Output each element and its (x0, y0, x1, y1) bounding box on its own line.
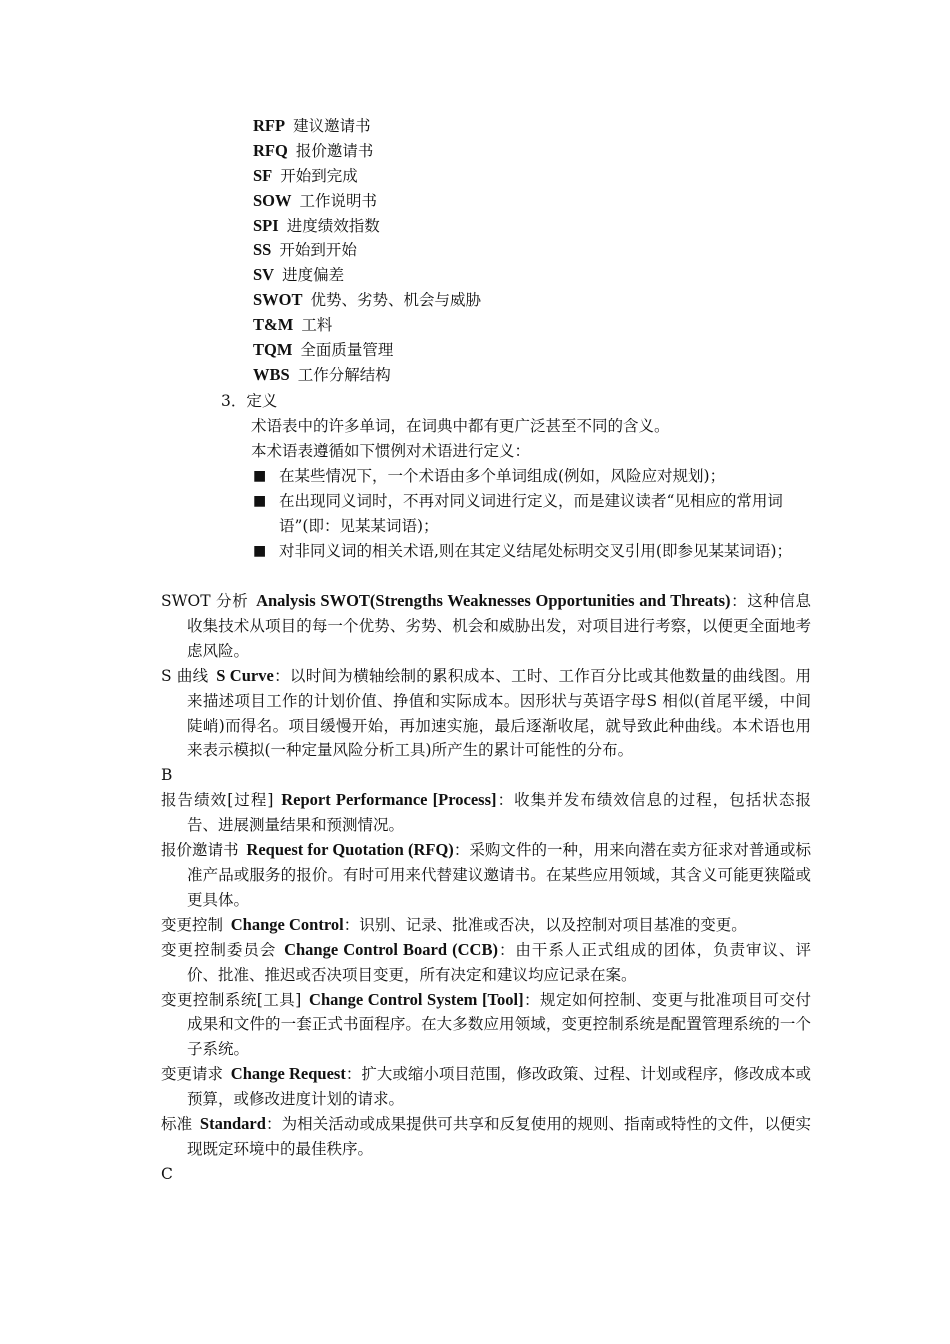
abbreviation-code: SOW (253, 190, 292, 210)
glossary-entry (161, 664, 811, 764)
glossary-entry (161, 938, 811, 988)
term-chinese: 变更控制系统[工具] (161, 990, 302, 1009)
abbreviation-code: SV (253, 265, 275, 285)
term-definition: ：以时间为横轴绘制的累积成本、工时、工作百分比或其他数量的曲线图。用来描述项目工作的计划价值、挣值和实际成本。因形状与英语字母S 相似(首尾平缓，中间陡峭)而得名。项目缓慢开始，再加速实施，最后逐渐收尾，就导致此种曲线。本术语也用来表示模拟(一种定量风险分析工具)所产生的累计可能性的分布。 (187, 666, 811, 760)
glossary-entry (161, 1112, 811, 1162)
list-item-text: 在某些情况下，一个术语由多个单词组成(例如，风险应对规划)； (279, 467, 726, 485)
term-chinese: SWOT 分析 (161, 592, 249, 610)
term-definition: ：收集并发布绩效信息的过程，包括状态报告、进展测量结果和预测情况。 (187, 791, 811, 835)
square-bullet-icon: ■ (253, 492, 267, 509)
definitions-paragraph-2: 本术语表遵循如下惯例对术语进行定义： (251, 442, 531, 460)
glossary-entries (161, 589, 811, 1187)
list-item-text: 在出现同义词时，不再对同义词进行定义，而是建议读者“见相应的常用词语”(即：见某某词语)； (279, 491, 783, 535)
abbreviation-definition: 全面质量管理 (300, 341, 394, 360)
term-english: Analysis SWOT(Strengths Weaknesses Opportunities and Threats) (256, 591, 731, 610)
term-chinese: 报告绩效[过程] (161, 791, 274, 810)
abbreviation-code: WBS (253, 364, 290, 384)
abbreviation-code: SWOT (253, 290, 303, 310)
abbreviation-code: TQM (253, 340, 293, 360)
abbreviation-row (253, 164, 773, 189)
abbreviation-definition: 开始到开始 (279, 241, 357, 260)
abbreviation-definition: 工作分解结构 (297, 365, 391, 384)
abbreviation-definition: 工料 (301, 316, 333, 335)
definitions-heading: 3．定义 (221, 392, 278, 410)
section-letter-heading: B (161, 766, 173, 785)
abbreviation-definition: 建议邀请书 (293, 117, 371, 135)
abbreviation-code: SS (253, 240, 272, 260)
abbreviation-code: T&M (253, 315, 294, 335)
term-english: Change Control Board (CCB) (284, 939, 498, 959)
term-definition: ：由干系人正式组成的团体，负责审议、评价、批准、推迟或否决项目变更，所有决定和建议均应记录在案。 (187, 940, 811, 984)
abbreviation-row (253, 288, 773, 313)
list-item-text: 对非同义词的相关术语,则在其定义结尾处标明交叉引用(即参见某某词语)； (279, 541, 793, 560)
abbreviation-definition: 优势、劣势、机会与威胁 (310, 291, 482, 310)
square-bullet-icon: ■ (253, 468, 267, 484)
list-item (253, 539, 813, 564)
glossary-entry (161, 589, 811, 664)
section-letter-heading: C (161, 1164, 173, 1183)
abbreviation-row (253, 338, 773, 363)
term-chinese: 报价邀请书 (161, 841, 239, 860)
term-english: Standard (199, 1114, 266, 1134)
term-definition: ：采购文件的一种，用来向潜在卖方征求对普通或标准产品或服务的报价。有时可用来代替建议邀请书。在某些应用领域，其含义可能更狭隘或更具体。 (187, 841, 811, 909)
list-item (253, 464, 813, 489)
list-item (253, 489, 813, 539)
abbreviation-row (253, 263, 773, 288)
abbreviation-definition: 进度绩效指数 (286, 216, 380, 235)
definition-conventions-list (253, 464, 813, 564)
abbreviation-code: RFP (253, 116, 286, 135)
term-english: Change Control System [Tool] (309, 989, 524, 1009)
abbreviation-definition: 工作说明书 (299, 191, 378, 210)
abbreviation-row (253, 139, 773, 164)
term-english: Request for Quotation (RFQ) (246, 840, 454, 860)
term-chinese: 变更请求 (161, 1065, 224, 1084)
term-definition: ：扩大或缩小项目范围，修改政策、过程、计划或程序，修改成本或预算，或修改进度计划的请求。 (187, 1065, 811, 1109)
term-definition: ：规定如何控制、变更与批准项目可交付成果和文件的一套正式书面程序。在大多数应用领域，变更控制系统是配置管理系统的一个子系统。 (187, 990, 811, 1059)
term-definition: ：为相关活动或成果提供可共享和反复使用的规则、指南或特性的文件，以便实现既定环境中的最佳秩序。 (187, 1115, 811, 1158)
abbreviation-row (253, 214, 773, 239)
term-english: Change Request (230, 1064, 346, 1084)
abbreviation-code: RFQ (253, 140, 288, 160)
term-chinese: 标准 (161, 1115, 193, 1134)
abbreviation-row (253, 189, 773, 214)
glossary-entry (161, 838, 811, 913)
abbreviation-row (253, 313, 773, 338)
glossary-entry (161, 913, 811, 938)
glossary-entry (161, 1062, 811, 1112)
term-definition: ：这种信息收集技术从项目的每一个优势、劣势、机会和威胁出发，对项目进行考察，以便更全面地考虑风险。 (187, 592, 811, 660)
term-english: S Curve (216, 665, 274, 685)
term-definition: ：识别、记录、批准或否决，以及控制对项目基准的变更。 (343, 915, 747, 934)
term-chinese: S 曲线 (161, 666, 209, 685)
abbreviation-row (253, 114, 773, 139)
abbreviation-definition: 进度偏差 (282, 266, 345, 285)
abbreviation-list (253, 114, 773, 388)
abbreviation-definition: 开始到完成 (280, 166, 358, 185)
term-english: Change Control (230, 914, 344, 934)
term-english: Report Performance [Process] (281, 790, 497, 810)
abbreviation-row (253, 363, 773, 388)
square-bullet-icon: ■ (253, 542, 267, 559)
glossary-entry (161, 988, 811, 1063)
glossary-entry (161, 788, 811, 838)
abbreviation-code: SPI (253, 215, 279, 235)
abbreviation-row (253, 238, 773, 263)
term-chinese: 变更控制委员会 (161, 940, 277, 959)
definitions-paragraph-1: 术语表中的许多单词，在词典中都有更广泛甚至不同的含义。 (251, 417, 670, 435)
abbreviation-code: SF (253, 165, 273, 185)
abbreviation-definition: 报价邀请书 (295, 141, 374, 160)
term-chinese: 变更控制 (161, 915, 224, 934)
